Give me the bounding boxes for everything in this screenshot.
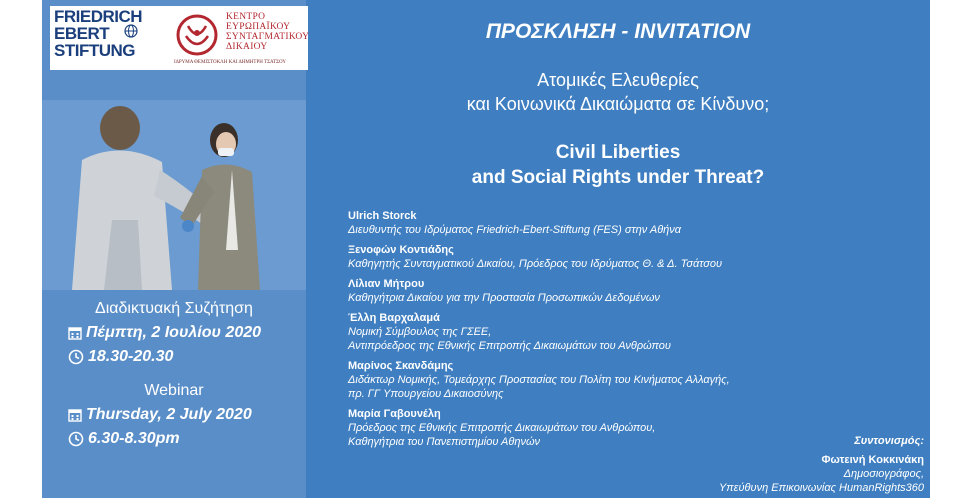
left-panel <box>42 0 306 498</box>
event-english <box>42 382 306 448</box>
kedk-logo-text: ΚΕΝΤΡΟ ΕΥΡΩΠΑΪΚΟΥ ΣΥΝΤΑΓΜΑΤΙΚΟΥ ΔΙΚΑΙΟΥ <box>226 12 310 52</box>
speaker-role: Διευθυντής του Ιδρύματος Friedrich-Ebert-Stiftung (FES) στην Αθήνα <box>348 224 682 236</box>
speaker-name: Έλλη Βαρχαλαμά <box>348 312 440 324</box>
time-row-en <box>42 430 306 448</box>
calendar-icon <box>68 326 82 340</box>
title-greek: Ατομικές Ελευθερίες και Κοινωνικά Δικαιώματα σε Κίνδυνο; <box>466 70 770 114</box>
speaker-name: Ξενοφών Κοντιάδης <box>348 244 454 256</box>
event-date-en: Thursday, 2 July 2020 <box>86 406 252 423</box>
speaker-item <box>348 312 908 353</box>
speaker-list <box>348 210 908 456</box>
moderator-name: Φωτεινή Κοκκινάκη <box>821 454 924 466</box>
speaker-role: Πρόεδρος της Εθνικής Επιτροπής Δικαιωμάτων του Ανθρώπου, <box>348 422 656 434</box>
speaker-name: Μαρία Γαβουνέλη <box>348 408 441 420</box>
title-english: Civil Liberties and Social Rights under Threat? <box>471 142 765 188</box>
event-heading-gr: Διαδικτυακή Συζήτηση <box>95 300 253 317</box>
moderator-role: Δημοσιογράφος, <box>843 468 924 480</box>
date-row-gr <box>42 324 306 342</box>
event-time-gr: 18.30-20.30 <box>88 348 174 365</box>
speaker-role: Αντιπρόεδρος της Εθνικής Επιτροπής Δικαιωμάτων του Ανθρώπου <box>348 340 671 352</box>
event-time-en: 6.30-8.30pm <box>88 430 180 447</box>
right-panel <box>306 0 930 498</box>
event-heading-en: Webinar <box>144 382 204 399</box>
moderator-label: Συντονισμός: <box>854 435 924 447</box>
moderator-role: Υπεύθυνη Επικοινωνίας HumanRights360 <box>718 482 924 494</box>
time-row-gr <box>42 348 306 366</box>
masked-people-illustration <box>42 100 306 290</box>
speaker-role: Καθηγήτρια Δικαίου για την Προστασία Προσωπικών Δεδομένων <box>348 292 660 304</box>
speaker-item <box>348 210 908 237</box>
event-greek <box>42 300 306 366</box>
kedk-foundation-subtitle: ΙΔΡΥΜΑ ΘΕΜΙΣΤΟΚΛΗ ΚΑΙ ΔΗΜΗΤΡΗ ΤΣΑΤΣΟΥ <box>174 60 286 65</box>
speaker-name: Ulrich Storck <box>348 210 417 222</box>
speaker-name: Μαρίνος Σκανδάμης <box>348 360 454 372</box>
clock-icon <box>68 431 84 447</box>
date-row-en <box>42 406 306 424</box>
speaker-role: Καθηγητής Συνταγματικού Δικαίου, Πρόεδρος του Ιδρύματος Θ. & Δ. Τσάτσου <box>348 258 723 270</box>
invitation-heading: ΠΡΟΣΚΛΗΣΗ - INVITATION <box>485 20 751 43</box>
fes-logo: FRIEDRICH EBERT STIFTUNG <box>54 7 143 60</box>
moderator-block <box>719 434 924 495</box>
speaker-name: Λίλιαν Μήτρου <box>348 278 425 290</box>
logo-bar <box>50 6 308 70</box>
calendar-icon <box>68 408 82 422</box>
clock-icon <box>68 349 84 365</box>
speaker-item <box>348 244 908 271</box>
speaker-item <box>348 278 908 305</box>
speaker-role: πρ. ΓΓ Υπουργείου Δικαιοσύνης <box>348 388 504 400</box>
kedk-emblem-icon <box>174 12 220 58</box>
globe-icon <box>124 24 138 38</box>
event-date-gr: Πέμπτη, 2 Ιουλίου 2020 <box>86 324 262 341</box>
speaker-role: Καθηγήτρια του Πανεπιστημίου Αθηνών <box>348 436 541 448</box>
speaker-item <box>348 360 908 401</box>
invitation-poster <box>42 0 930 498</box>
speaker-role: Νομική Σύμβουλος της ΓΣΕΕ, <box>348 326 492 338</box>
speaker-role: Διδάκτωρ Νομικής, Τομεάρχης Προστασίας του Πολίτη του Κινήματος Αλλαγής, <box>348 374 730 386</box>
